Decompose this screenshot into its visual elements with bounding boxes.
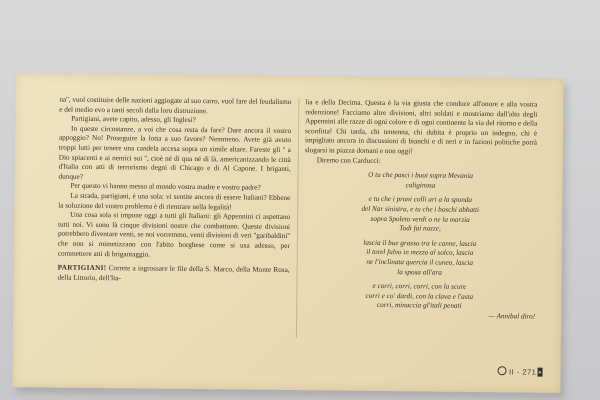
poem-line: — Annibal diro! [488, 311, 536, 321]
poem-line: O tu che pasci i buoi sopra Mevania [368, 170, 474, 181]
print-stamp [498, 366, 543, 376]
stamp-box-icon: ▪ [538, 367, 542, 377]
left-paragraph-7-text: Correte a ingrossare le file della S. Marco, della Monte Rosa, della Littorio, dell'Ita- [57, 264, 290, 282]
left-paragraph-2: Partigiani, avete capito, adesso, gli Inglesi? [71, 114, 196, 125]
stamp-code: II - 271 [508, 367, 537, 377]
right-paragraph-1: lia e della Decima. Questa è la via giusta che conduce all'onore e alla vostra redenzione! Facciamo altre divisioni, altri soldati e mostriamo dall'alto degli Appennini alle razze di ogni colore e di ogni continente la via del ritorno e della sconfitta! Chi tarda, chi tentenna, chi dubita è proprio un indegno, chi è impigliato ancora in discussioni di bianchi e di neri e in fazioni politiche potrà slogarsi in piazza domani e non oggi! [304, 98, 538, 156]
poem-line: corri, minaccia gl'itali penati [376, 301, 462, 311]
poem-line: Todi fai nozze, [399, 224, 441, 233]
left-column [57, 96, 291, 286]
column-divider [296, 98, 300, 338]
carducci-poem [303, 170, 537, 322]
poem-line: caliginosa [405, 180, 436, 190]
poem-line: e tu che i proni colli ari a la sponda [368, 195, 473, 205]
left-paragraph-6: Una cosa sola si impone oggi a tutti gli Italiani: gli Appennini ci aspettano tutti noi. Vi sono là cinque divisioni nostre che combattono. Queste divisioni potrebbero diventare venti, se noi vorremmo, venti divisioni di veri ''garibaldini'' che non si mimetizzano con l'abito borghese come si usa adesso, per commettere atti di brigantaggio. [57, 210, 291, 259]
left-paragraph-7 [57, 264, 289, 286]
poem-line: corri e co' dardi, con la clava e l'asta [365, 291, 474, 301]
right-column [303, 98, 537, 322]
left-paragraph-4: Per questo vi hanno messo al mondo vostra madre e vostro padre? [70, 182, 261, 193]
partigiani-heading: PARTIGIANI! [57, 263, 107, 273]
stamp-circle-icon [498, 366, 507, 375]
poem-line: la sposa all'ara [397, 267, 442, 277]
leaflet-card [12, 73, 563, 393]
poem-line: e corri, corri, corri, con la scure [372, 281, 467, 291]
left-paragraph-5: La strada, partigiani, è una sola: vi sentite ancora di essere Italiani? Ebbene la soluzione del vostro problema è di rientrare nella legalità! [58, 191, 291, 211]
poem-line: lascia il bue grasso tra le canne, lascia [363, 238, 477, 248]
poem-line: ne l'inclinata quercia il cuneo, lascia [366, 257, 474, 267]
left-paragraph-3: In queste circostanze, a voi che cosa resta da fare? Dare ancora il vostro appoggio? No! Proseguire la lotta a suo favore? Nemmeno. Avete già avuto troppi lutti per tenere una candela accesa sopra un simile altare. Fareste gli '' a Dio spiacenti e ai nemici sui '', cioè né di qua né di là, americanizzando le città d'Italia con atti di terrorismo degni di Chicago e di Al Capone. I briganti, dunque? [58, 124, 292, 181]
right-paragraph-2: Diremo con Carducci: [316, 155, 381, 165]
poem-line: del Nar sinistra, e tu che i boschi abbatti [361, 204, 480, 214]
poem-line: il torel fulvo in mezzo al solco, lascia [366, 248, 474, 258]
poem-line: sopra Spoleto verdi o ne la marzia [370, 214, 470, 224]
left-paragraph-1: na'', vuol costituire delle nazioni aggiogate al suo carro, vuol fare del feudalismo e del medio evo a tanti secoli dalla loro distruzione. [59, 95, 292, 115]
